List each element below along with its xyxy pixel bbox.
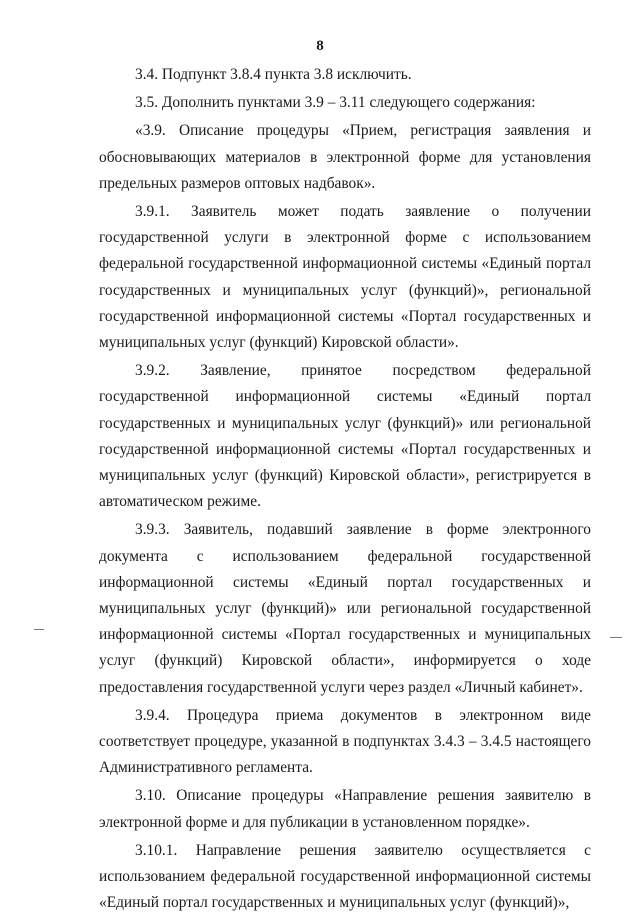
paragraph-3-9: «3.9. Описание процедуры «Прием, регистрация заявления и обосновывающих материалов в электронной форме для установления предельных размеров оптовых надбавок». xyxy=(99,122,591,192)
scan-mark-right xyxy=(610,637,622,638)
paragraph-3-5: 3.5. Дополнить пунктами 3.9 – 3.11 следующего содержания: xyxy=(135,94,536,112)
document-body xyxy=(99,62,591,917)
paragraph-3-9-3: 3.9.3. Заявитель, подавший заявление в форме электронного документа с использованием федеральной государственной информационной системы «Единый портал государственных и муниципальных услуг (функций)» или региональной государственной информационной системы «Портал государственных и муниципальных услуг (функций) Кировской области», информируется о ходе предоставления государственной услуги через раздел «Личный кабинет». xyxy=(99,521,591,696)
page-number: 8 xyxy=(316,38,324,54)
paragraph-3-9-2: 3.9.2. Заявление, принятое посредством федеральной государственной информационной системы «Единый портал государственных и муниципальных услуг (функций)» или региональной государственной информационной системы «Портал государственных и муниципальных услуг (функций) Кировской области», регистрируется в автоматическом режиме. xyxy=(99,362,591,511)
paragraph-3-4: 3.4. Подпункт 3.8.4 пункта 3.8 исключить. xyxy=(135,66,412,83)
scan-mark-left xyxy=(34,629,44,630)
paragraph-3-9-1: 3.9.1. Заявитель может подать заявление о получении государственной услуги в электронной форме с использованием федеральной государственной информационной системы «Единый портал государственных и муниципальных услуг (функций)», региональной государственной информационной системы «Портал государственных и муниципальных услуг (функций) Кировской области». xyxy=(99,203,591,352)
paragraph-3-10: 3.10. Описание процедуры «Направление решения заявителю в электронной форме и для публикации в установленном порядке». xyxy=(99,787,591,831)
paragraph-3-10-1: 3.10.1. Направление решения заявителю осуществляется с использованием федеральной государственной информационной системы «Единый портал государственных и муниципальных услуг (функций)», xyxy=(99,841,591,912)
paragraph-3-9-4: 3.9.4. Процедура приема документов в электронном виде соответствует процедуре, указанной в подпунктах 3.4.3 – 3.4.5 настоящего Административного регламента. xyxy=(99,706,591,777)
